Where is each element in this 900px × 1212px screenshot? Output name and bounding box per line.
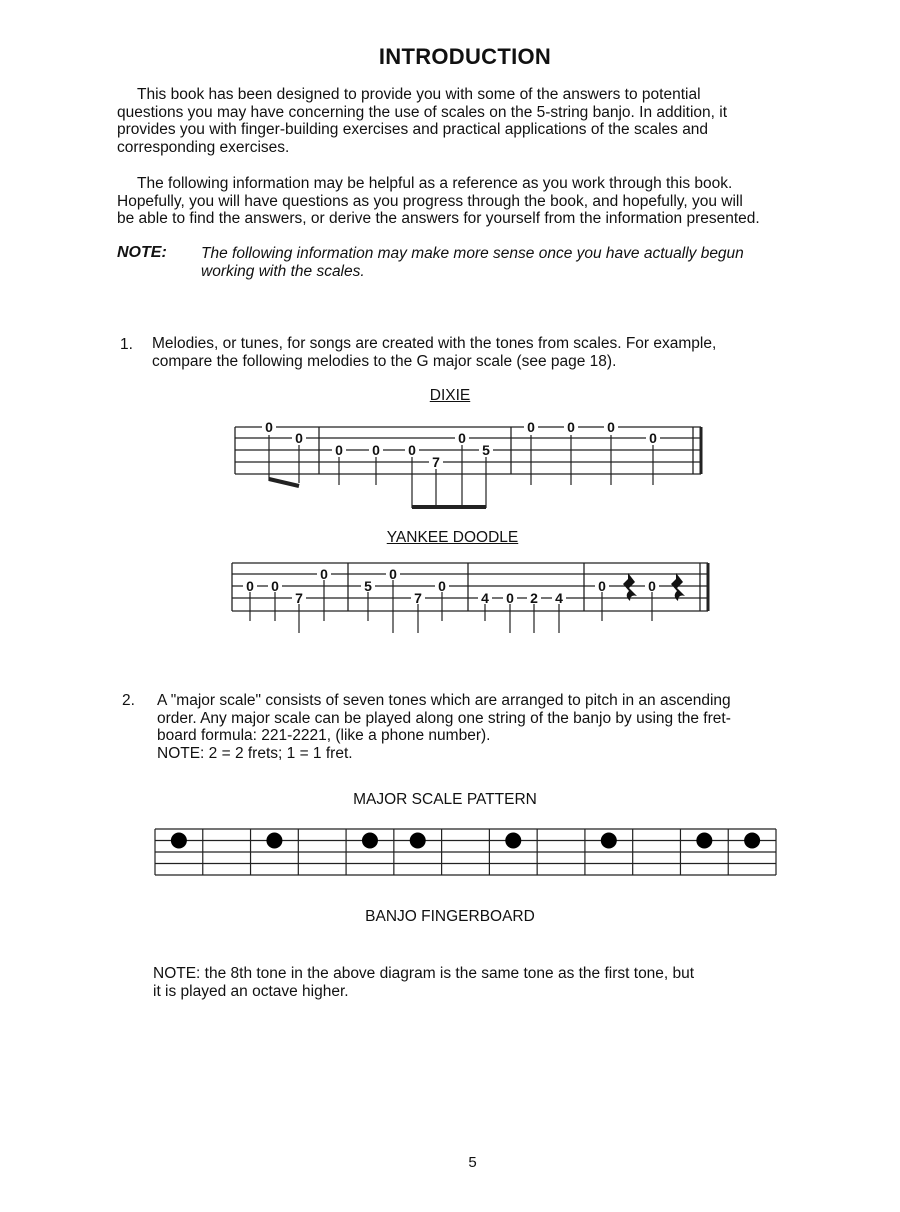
tab-note: 2 [530,590,538,606]
text-line: The following information may make more sense once you have actually begun [201,245,744,262]
text-line: A "major scale" consists of seven tones which are arranged to pitch in an ascending [157,692,731,709]
tab-note: 0 [458,430,466,446]
tab-note: 7 [414,590,422,606]
text-line: NOTE: the 8th tone in the above diagram is the same tone as the first tone, but [153,965,695,982]
tab-note: 0 [295,430,303,446]
scale-dot [505,833,521,849]
tab-note: 0 [246,578,254,594]
tab-note: 7 [432,454,440,470]
text-line: compare the following melodies to the G major scale (see page 18). [152,352,617,370]
note-label: NOTE: [117,244,167,261]
text-line: NOTE: 2 = 2 frets; 1 = 1 fret. [157,744,353,762]
text-line: Hopefully, you will have questions as you progress through the book, and hopefully, you will [117,192,743,210]
tab-note: 0 [506,590,514,606]
text-line: provides you with finger-building exercises and practical applications of the scales and [117,121,709,138]
dixie-title: DIXIE [429,387,471,404]
tab-note: 7 [295,590,303,606]
tab-note: 0 [372,442,380,458]
intro-paragraph-2 [117,175,877,228]
scale-dot [601,833,617,849]
scale-dot [744,833,760,849]
tab-note: 0 [408,442,416,458]
scale-dot [362,833,378,849]
tab-note: 4 [555,590,563,606]
tab-note: 0 [265,419,273,435]
tab-note: 0 [527,419,535,435]
tab-note: 0 [607,419,615,435]
tab-note: 0 [438,578,446,594]
major-scale-pattern-title: MAJOR SCALE PATTERN [353,791,537,808]
yankee-doodle-title: YANKEE DOODLE [386,529,519,546]
banjo-fingerboard-diagram [150,823,780,883]
dixie-tablature [225,413,715,518]
text-line: corresponding exercises. [117,138,290,156]
tab-note: 0 [649,430,657,446]
quarter-rest-symbol [671,573,685,601]
tab-note: 0 [320,566,328,582]
tab-note: 5 [482,442,490,458]
item-2-text [157,692,857,762]
tab-note: 0 [335,442,343,458]
eighth-beam [269,479,299,486]
text-line: Melodies, or tunes, for songs are created with the tones from scales. For example, [152,335,717,352]
page-number: 5 [468,1154,477,1171]
text-line: This book has been designed to provide you with some of the answers to potential [137,86,701,103]
item-1-text [152,335,852,370]
text-line: it is played an octave higher. [153,982,349,1000]
text-line: be able to find the answers, or derive the answers for yourself from the information presented. [117,210,760,227]
tab-note: 0 [598,578,606,594]
tab-note: 0 [567,419,575,435]
note-text [201,245,861,280]
quarter-rest-symbol [623,573,637,601]
banjo-fingerboard-caption: BANJO FINGERBOARD [365,908,535,925]
scale-dot [171,833,187,849]
tab-note: 0 [648,578,656,594]
intro-paragraph-1 [117,86,857,156]
tab-note: 0 [271,578,279,594]
yankee-doodle-tablature [224,555,714,640]
item-number-1: 1. [120,336,133,353]
fingerboard-strings [155,829,776,875]
text-line: board formula: 221-2221, (like a phone number). [157,727,491,744]
scale-dot [410,833,426,849]
tab-note: 5 [364,578,372,594]
text-line: The following information may be helpful as a reference as you work through this book. [137,175,733,192]
page-title: INTRODUCTION [378,44,552,69]
tab-note: 0 [389,566,397,582]
item-number-2: 2. [122,692,135,709]
tab-note: 4 [481,590,489,606]
text-line: order. Any major scale can be played along one string of the banjo by using the fret- [157,709,731,727]
text-line: questions you may have concerning the use of scales on the 5-string banjo. In addition, it [117,103,728,121]
scale-dot [696,833,712,849]
octave-note [153,965,853,1000]
scale-dot [266,833,282,849]
text-line: working with the scales. [201,262,365,280]
